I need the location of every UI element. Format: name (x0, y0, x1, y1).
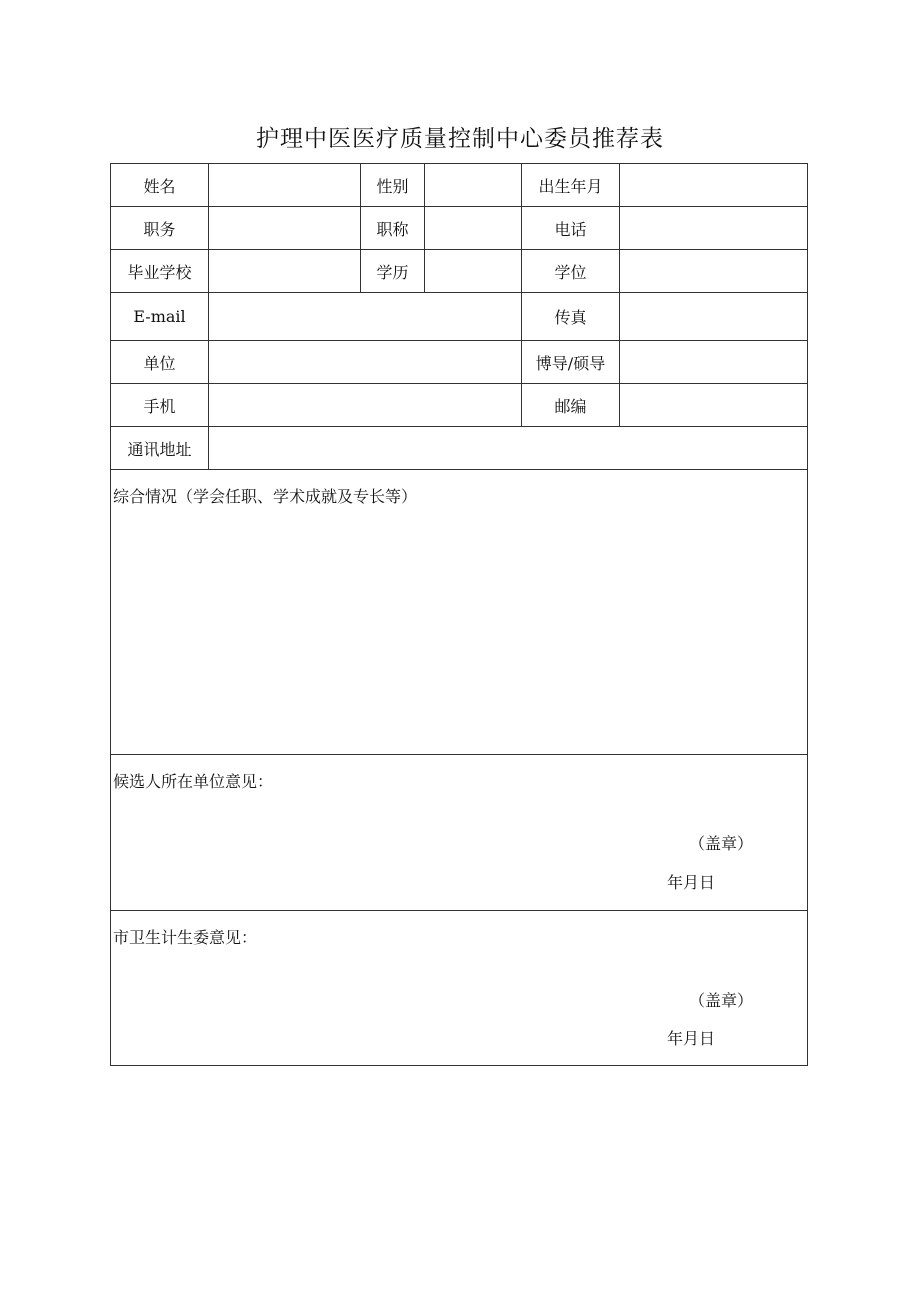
professional-title-label: 职称 (361, 207, 425, 250)
committee-opinion-box[interactable] (111, 911, 808, 1066)
mobile-label: 手机 (111, 384, 209, 427)
phone-value[interactable] (620, 207, 808, 250)
committee-opinion-label: 市卫生计生委意见： (113, 928, 258, 947)
name-value[interactable] (209, 164, 361, 207)
form-row-school (111, 250, 808, 293)
supervisor-value[interactable] (620, 341, 808, 384)
form-row-summary (111, 470, 808, 755)
position-value[interactable] (209, 207, 361, 250)
name-label: 姓名 (111, 164, 209, 207)
postcode-label: 邮编 (522, 384, 620, 427)
form-row-email (111, 293, 808, 341)
position-label: 职务 (111, 207, 209, 250)
school-value[interactable] (209, 250, 361, 293)
email-label: E-mail (111, 293, 209, 341)
education-value[interactable] (425, 250, 522, 293)
gender-value[interactable] (425, 164, 522, 207)
gender-label: 性别 (361, 164, 425, 207)
recommendation-form-table (110, 163, 808, 1066)
committee-opinion-seal: （盖章） (689, 991, 754, 1010)
page-title: 护理中医医疗质量控制中心委员推荐表 (256, 126, 664, 152)
education-label: 学历 (361, 250, 425, 293)
mobile-value[interactable] (209, 384, 522, 427)
form-row-address (111, 427, 808, 470)
professional-title-value[interactable] (425, 207, 522, 250)
unit-label: 单位 (111, 341, 209, 384)
degree-value[interactable] (620, 250, 808, 293)
summary-label: 综合情况（学会任职、学术成就及专长等） (113, 487, 418, 506)
degree-label: 学位 (522, 250, 620, 293)
unit-opinion-seal: （盖章） (689, 834, 754, 853)
form-row-unit-opinion (111, 755, 808, 911)
school-label: 毕业学校 (111, 250, 209, 293)
address-label: 通讯地址 (111, 427, 209, 470)
form-row-unit (111, 341, 808, 384)
address-value[interactable] (209, 427, 808, 470)
supervisor-label: 博导/硕导 (522, 341, 620, 384)
form-row-position (111, 207, 808, 250)
form-row-committee-opinion (111, 911, 808, 1066)
phone-label: 电话 (522, 207, 620, 250)
unit-opinion-label: 候选人所在单位意见： (113, 772, 274, 791)
fax-label: 传真 (522, 293, 620, 341)
postcode-value[interactable] (620, 384, 808, 427)
unit-opinion-box[interactable] (111, 755, 808, 911)
fax-value[interactable] (620, 293, 808, 341)
unit-opinion-date: 年月日 (667, 873, 716, 892)
unit-value[interactable] (209, 341, 522, 384)
email-value[interactable] (209, 293, 522, 341)
birth-label: 出生年月 (522, 164, 620, 207)
committee-opinion-date: 年月日 (667, 1029, 716, 1048)
form-row-mobile (111, 384, 808, 427)
form-row-name (111, 164, 808, 207)
summary-box[interactable] (111, 470, 808, 755)
birth-value[interactable] (620, 164, 808, 207)
